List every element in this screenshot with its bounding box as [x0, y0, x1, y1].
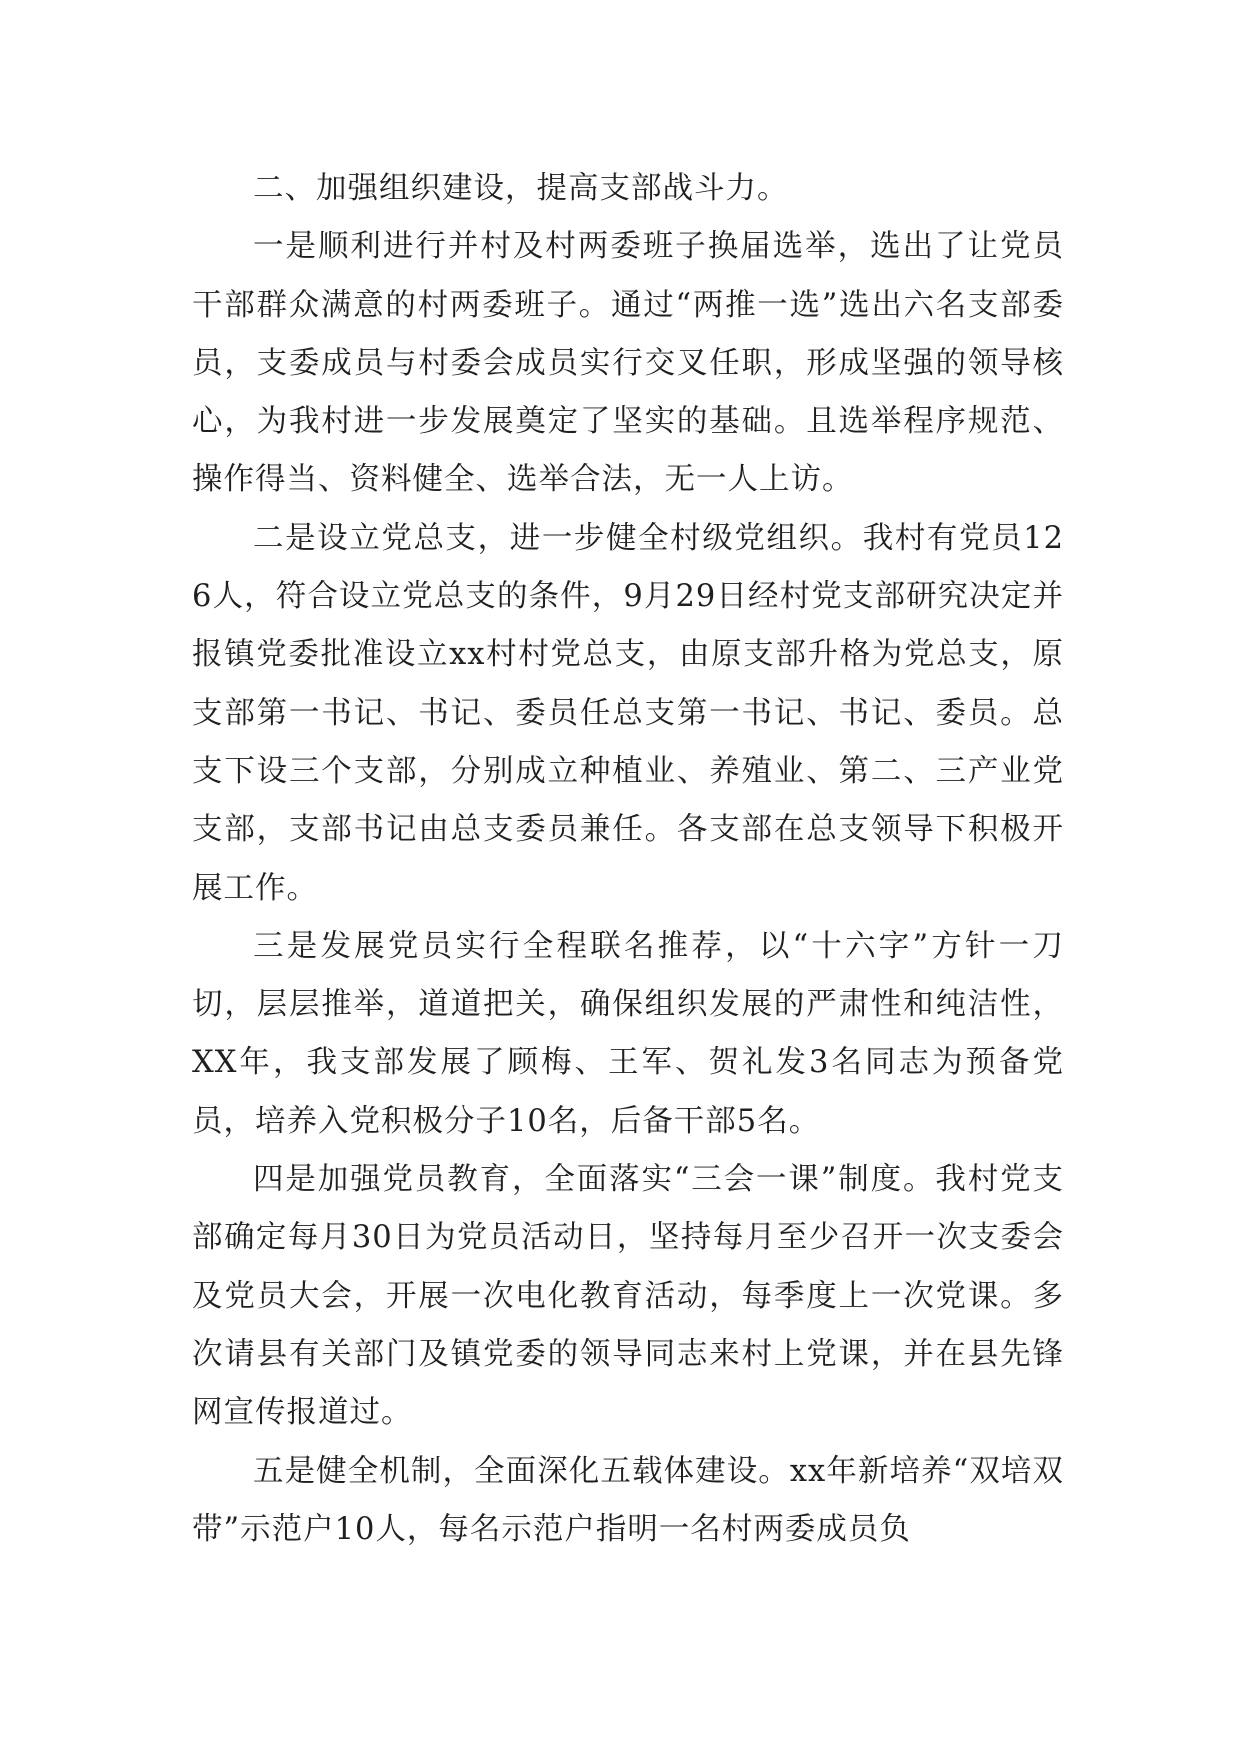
paragraph-party-branch: 二是设立党总支，进一步健全村级党组织。我村有党员126人，符合设立党总支的条件，9月29日经村党支部研究决定并报镇党委批准设立xx村村党总支，由原支部升格为党总支，原支部第一书记、书记、委员任总支第一书记、书记、委员。总支下设三个支部，分别成立种植业、养殖业、第二、三产业党支部，支部书记由总支委员兼任。各支部在总支领导下积极开展工作。 — [192, 520, 1064, 906]
paragraph-member-development: 三是发展党员实行全程联名推荐，以“十六字”方针一刀切，层层推举，道道把关，确保组织发展的严肃性和纯洁性，XX年，我支部发展了顾梅、王军、贺礼发3名同志为预备党员，培养入党积极分子10名，后备干部5名。 — [192, 928, 1064, 1139]
paragraph-member-education: 四是加强党员教育，全面落实“三会一课”制度。我村党支部确定每月30日为党员活动日，坚持每月至少召开一次支委会及党员大会，开展一次电化教育活动，每季度上一次党课。多次请县有关部门及镇党委的领导同志来村上党课，并在县先锋网宣传报道过。 — [192, 1162, 1064, 1431]
paragraph-mechanism: 五是健全机制，全面深化五载体建设。xx年新培养“双培双带”示范户10人，每名示范户指明一名村两委成员负 — [192, 1453, 1064, 1547]
paragraph-election: 一是顺利进行并村及村两委班子换届选举，选出了让党员干部群众满意的村两委班子。通过“两推一选”选出六名支部委员，支委成员与村委会成员实行交叉任职，形成坚强的领导核心，为我村进一步发展奠定了坚实的基础。且选举程序规范、操作得当、资料健全、选举合法，无一人上访。 — [192, 229, 1064, 498]
document-body — [192, 160, 1064, 1559]
section-heading: 二、加强组织建设，提高支部战斗力。 — [253, 171, 789, 206]
